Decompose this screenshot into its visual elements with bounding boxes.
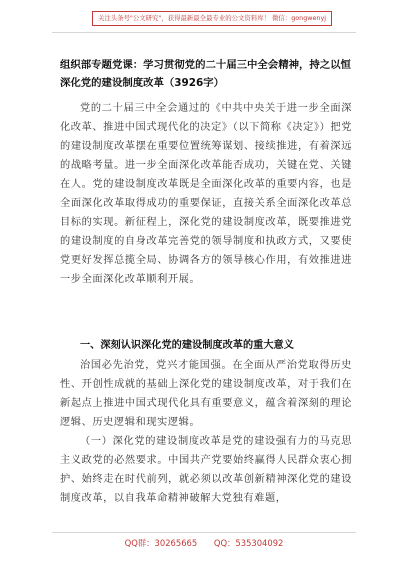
document-title: 组织部专题党课：学习贯彻党的二十届三中全会精神，持之以恒深化党的建设制度改革（3926字） bbox=[60, 59, 351, 89]
paragraph-3: （一）深化党的建设制度改革是党的建设强有力的马克思主义政党的必然要求。中国共产党要始终赢得人民群众衷心拥护、始终走在时代前列，就必须以改革创新精神深化党的建设制度改革，以自我革命精神破解大党独有难题， bbox=[60, 436, 352, 504]
paragraph-2: 治国必先治党，党兴才能国强。在全面从严治党取得历史性、开创性成就的基础上深化党的建设制度改革，对于我们在新起点上推进中国式现代化具有重要意义，蕴含着深刻的理论逻辑、历史逻辑和现实逻辑。 bbox=[60, 360, 352, 428]
header-divider bbox=[52, 32, 356, 33]
footer bbox=[0, 537, 408, 549]
paragraph-1: 党的二十届三中全会通过的《中共中央关于进一步全面深化改革、推进中国式现代化的决定》（以下简称《决定》）把党的建设制度改革摆在重要位置统筹谋划、接续推进，有着深远的战略考量。进一步全面深化改革能否成功，关键在党、关键在人。党的建设制度改革既是全面深化改革的重要内容，也是全面深化改革取得成功的重要保证，直接关系全面深化改革总目标的实现。新征程上，深化党的建设制度改革，既要推进党的建设制度的自身改革完善党的领导制度和执政方式，又要使党更好发挥总揽全局、协调各方的领导核心作用，有效推进进一步全面深化改革顺利开展。 bbox=[60, 103, 352, 285]
footer-qq-group: QQ群：30265665 bbox=[124, 538, 198, 548]
footer-qq: QQ：535304092 bbox=[213, 538, 284, 548]
section-heading: 一、深刻认识深化党的建设制度改革的重大意义 bbox=[80, 340, 294, 351]
footer-divider bbox=[52, 532, 356, 533]
top-banner: 关注头条号"公文研究"，获得最新最全最专业的公文资料库！ 微信：gongwenyj bbox=[92, 11, 332, 26]
